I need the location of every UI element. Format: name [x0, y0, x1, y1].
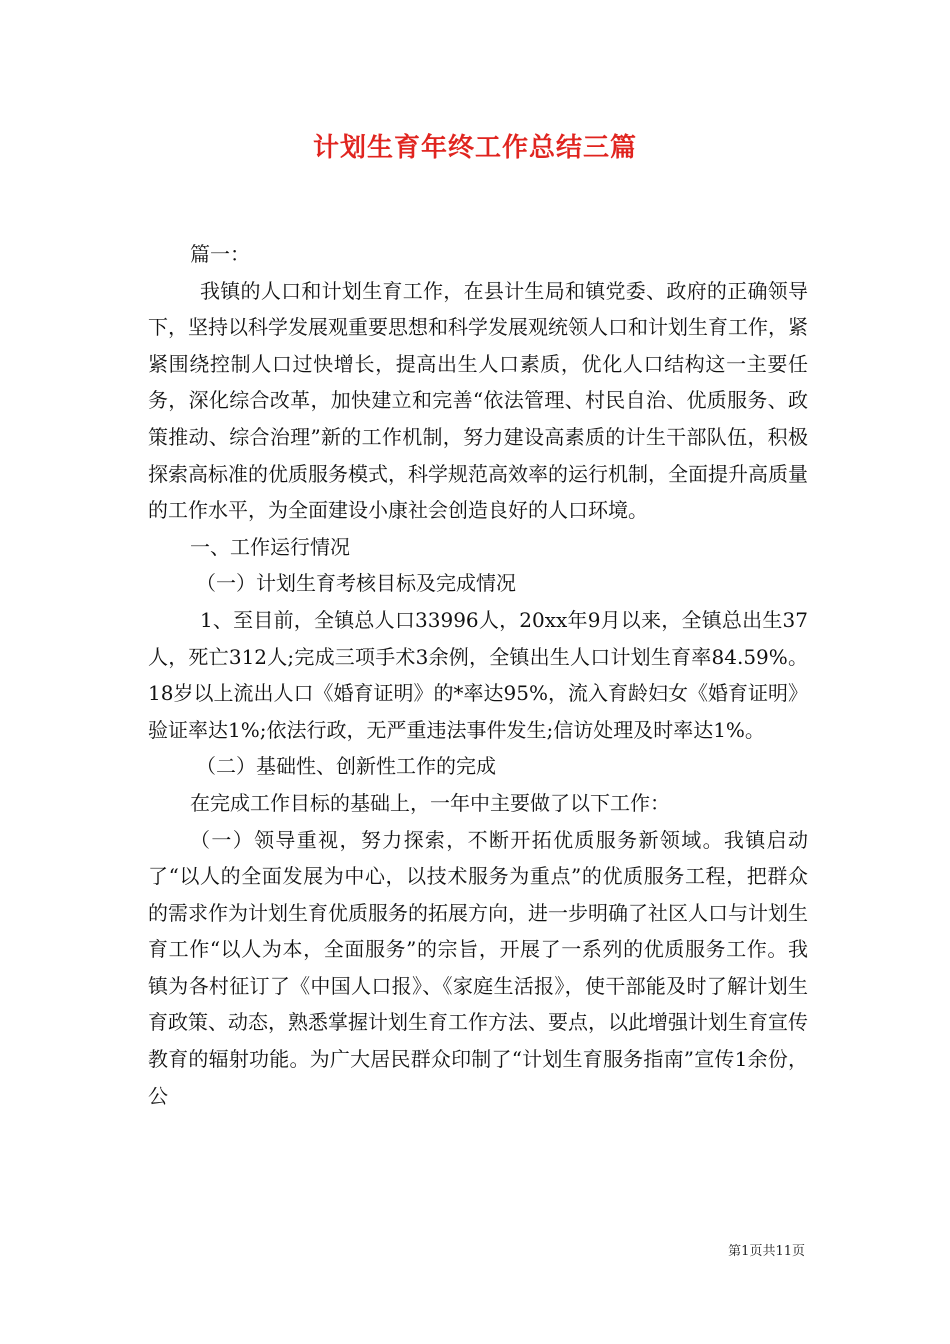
subsection-heading: （二）基础性、创新性工作的完成 — [196, 754, 496, 779]
body-paragraph: （一）领导重视，努力探索，不断开拓优质服务新领域。我镇启动了“以人的全面发展为中心，以技术服务为重点”的优质服务工程，把群众的需求作为计划生育优质服务的拓展方向，进一步明确了社区人口与计划生育工作“以人为本，全面服务”的宗旨，开展了一系列的优质服务工作。我镇为各村征订了《中国人口报》、《家庭生活报》，使干部能及时了解计划生育政策、动态，熟悉掌握计划生育工作方法、要点，以此增强计划生育宣传教育的辐射功能。为广大居民群众印制了“计划生育服务指南”宣传1余份，公 — [148, 827, 808, 1108]
document-title: 计划生育年终工作总结三篇 — [312, 133, 637, 163]
statistics-paragraph: 1、至目前，全镇总人口33996人，20xx年9月以来，全镇总出生37人，死亡312人;完成三项手术3余例，全镇出生人口计划生育率84.59%。18岁以上流出人口《婚育证明》的*率达95%，流入育龄妇女《婚育证明》验证率达1%;依法行政，无严重违法事件发生;信访处理及时率达1%。 — [148, 607, 808, 742]
document-body — [148, 236, 808, 1114]
section-label: 篇一： — [190, 242, 250, 266]
intro-paragraph: 我镇的人口和计划生育工作，在县计生局和镇党委、政府的正确领导下，坚持以科学发展观重要思想和科学发展观统领人口和计划生育工作，紧紧围绕控制人口过快增长，提高出生人口素质，优化人口结构这一主要任务，深化综合改革，加快建立和完善“依法管理、村民自治、优质服务、政策推动、综合治理”新的工作机制，努力建设高素质的计生干部队伍，积极探索高标准的优质服务模式，科学规范高效率的运行机制，全面提升高质量的工作水平，为全面建设小康社会创造良好的人口环境。 — [148, 278, 808, 523]
page-number: 第1页共11页 — [728, 1244, 805, 1259]
subsection-heading: （一）计划生育考核目标及完成情况 — [196, 571, 516, 596]
body-paragraph: 在完成工作目标的基础上，一年中主要做了以下工作： — [190, 790, 670, 815]
section-heading: 一、工作运行情况 — [190, 534, 350, 559]
